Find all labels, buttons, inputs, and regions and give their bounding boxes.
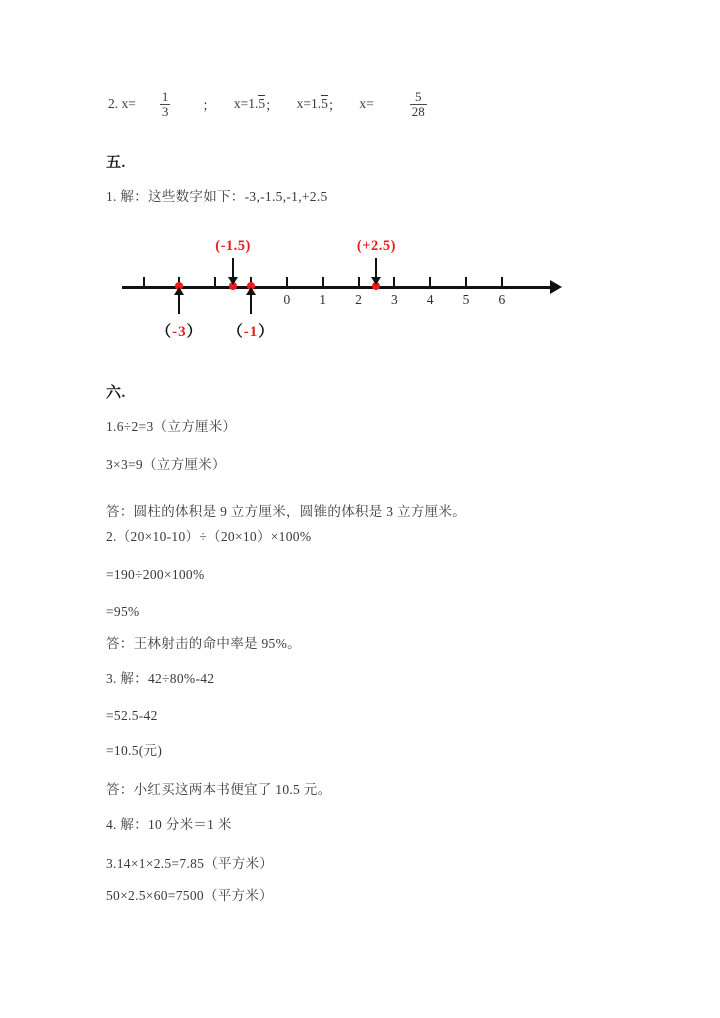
section-heading-six: 六. <box>106 385 126 401</box>
section-five-line-1: 1. 解：这些数字如下：-3,-1.5,-1,+2.5 <box>106 189 328 204</box>
number-line-figure <box>100 232 580 357</box>
answer-2-prefix: 2. x= <box>108 96 136 112</box>
paren-close: ） <box>258 324 275 340</box>
callout-label-above: (+2.5) <box>356 238 396 254</box>
answer-2-sep-1: ； <box>202 98 216 114</box>
axis-tick-label: 1 <box>319 292 327 307</box>
axis-tick <box>393 277 395 287</box>
axis-tick <box>322 277 324 287</box>
number-line-axis <box>122 286 552 289</box>
callout-label-below <box>156 320 203 341</box>
answer-2-value-2: x=1. <box>296 96 322 112</box>
repeating-digit-2: 5 <box>321 96 328 112</box>
axis-tick <box>465 277 467 287</box>
section-six-line: 3. 解：42÷80%-42 <box>106 671 215 686</box>
section-six-line: =10.5(元) <box>106 743 163 758</box>
section-six-line: 50×2.5×60=7500（平方米） <box>106 888 273 903</box>
callout-value: -1 <box>243 324 259 340</box>
repeating-digit-1: 5 <box>258 96 266 112</box>
fraction-five-28 <box>410 90 427 118</box>
answer-2-sep-2: ； <box>265 98 279 114</box>
paren-open: （ <box>156 324 173 340</box>
section-six-line: =52.5-42 <box>106 708 158 723</box>
fraction-denominator: 28 <box>411 103 425 119</box>
section-six-line: 2.（20×10-10）÷（20×10）×100% <box>106 529 312 544</box>
answer-2-prefix-2: x= <box>359 96 374 112</box>
section-heading-five: 五. <box>106 155 126 171</box>
axis-tick <box>501 277 503 287</box>
axis-tick <box>358 277 360 287</box>
axis-tick <box>143 277 145 287</box>
section-six-line: 3.14×1×2.5=7.85（平方米） <box>106 856 274 871</box>
axis-tick-label: 3 <box>390 292 398 307</box>
section-six-line: 4. 解：10 分米＝1 米 <box>106 817 232 832</box>
arrow-up-icon <box>250 294 252 314</box>
section-six-line: 答：小红买这两本书便宜了 10.5 元。 <box>106 782 332 797</box>
paren-close: ） <box>186 324 203 340</box>
answer-line-2 <box>108 90 433 118</box>
callout-value: -3 <box>172 324 187 340</box>
axis-tick-label: 0 <box>283 292 291 307</box>
axis-arrow-icon <box>550 280 562 294</box>
section-six-line: =190÷200×100% <box>106 567 205 582</box>
section-six-line: 1.6÷2=3（立方厘米） <box>106 419 237 434</box>
answer-2-sep-3: ； <box>327 98 342 114</box>
fraction-numerator: 5 <box>415 89 422 104</box>
fraction-one-third <box>160 90 171 118</box>
fraction-denominator: 3 <box>161 103 169 119</box>
axis-tick-label: 2 <box>355 292 362 307</box>
section-six-line: 答：王林射击的命中率是 95%。 <box>106 636 301 651</box>
callout-label-above: (-1.5) <box>215 238 251 254</box>
arrow-up-icon <box>178 294 180 314</box>
paren-open: （ <box>227 324 244 340</box>
arrow-down-icon <box>375 258 377 278</box>
arrow-down-icon <box>232 258 234 278</box>
axis-tick <box>286 277 288 287</box>
axis-tick-label: 6 <box>498 292 506 307</box>
section-six-line: 答：圆柱的体积是 9 立方厘米，圆锥的体积是 3 立方厘米。 <box>106 504 466 519</box>
fraction-numerator: 1 <box>161 89 169 104</box>
section-six-line: 3×3=9（立方厘米） <box>106 457 226 472</box>
section-six-line: =95% <box>106 604 140 619</box>
axis-tick <box>214 277 216 287</box>
axis-tick-label: 4 <box>426 292 434 307</box>
axis-tick <box>429 277 431 287</box>
callout-label-below <box>228 320 275 341</box>
answer-2-value-1: x=1. <box>233 96 259 112</box>
axis-tick-label: 5 <box>462 292 470 307</box>
